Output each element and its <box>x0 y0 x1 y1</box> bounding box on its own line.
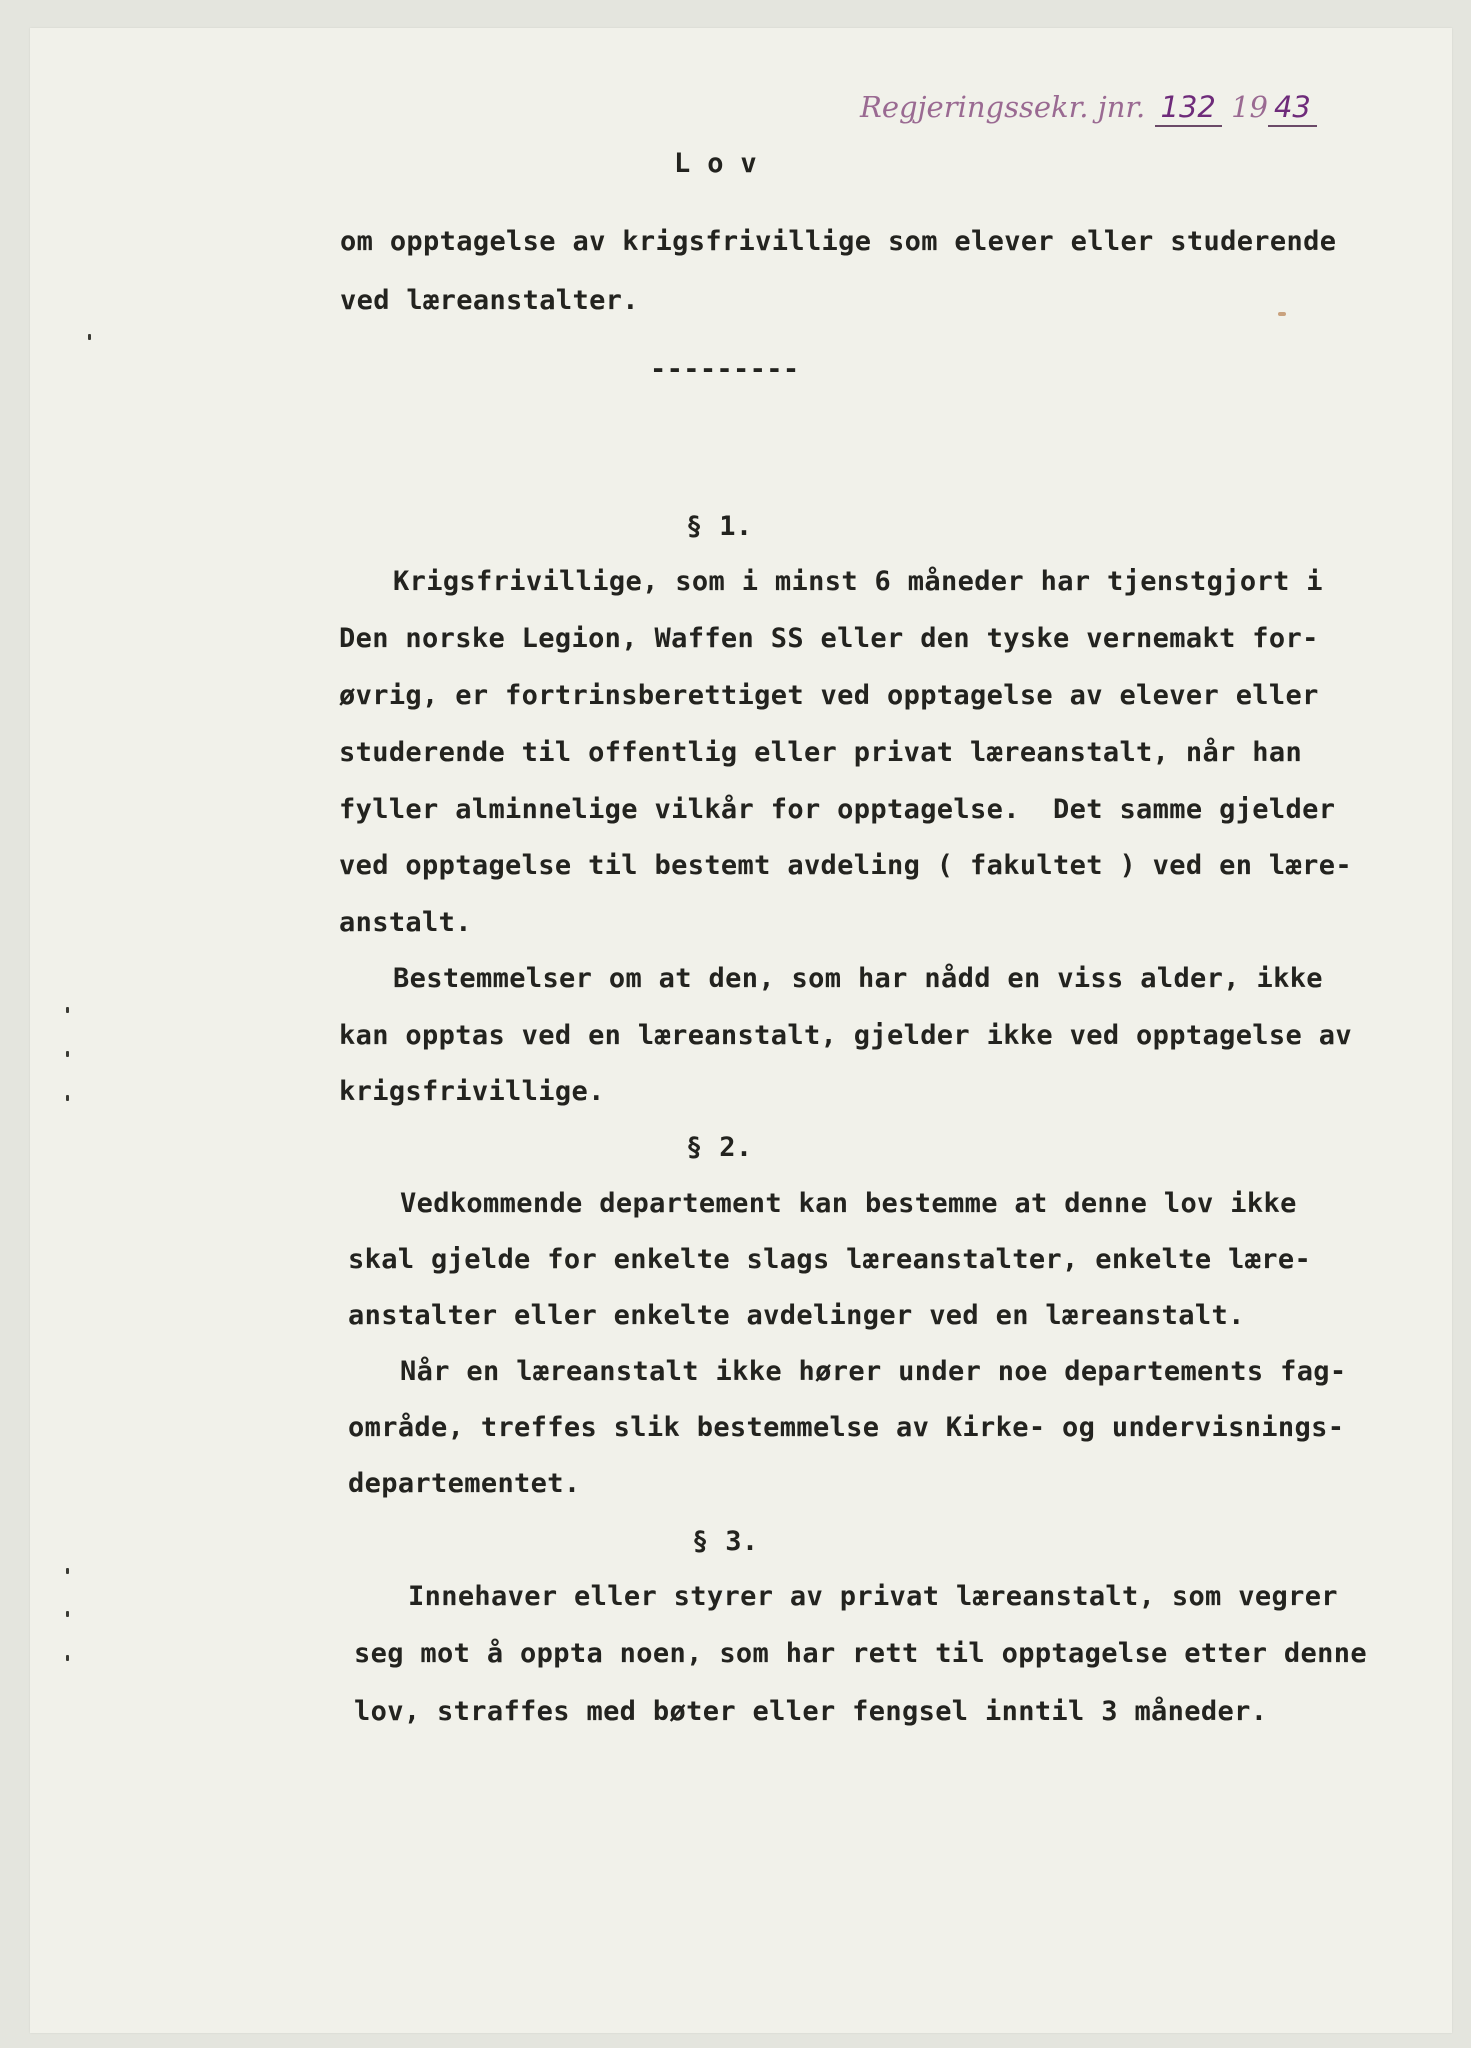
section-1-line: krigsfrivillige. <box>339 1076 605 1107</box>
section-1-line: øvrig, er fortrinsberettiget ved opptagelse av elever eller <box>339 680 1319 711</box>
section-1-line: Krigsfrivillige, som i minst 6 måneder har tjenstgjort i <box>393 566 1323 597</box>
margin-mark <box>66 1655 69 1661</box>
year-prefix: 19 <box>1231 90 1268 124</box>
section-2-heading: § 2. <box>686 1132 753 1163</box>
document-page <box>30 28 1452 2033</box>
section-2-line: skal gjelde for enkelte slags læreanstalter, enkelte lære- <box>348 1244 1312 1275</box>
margin-mark <box>66 1095 69 1101</box>
section-1-heading: § 1. <box>686 511 753 542</box>
section-2-line: departementet. <box>348 1468 581 1499</box>
subtitle-line-1: om opptagelse av krigsfrivillige som elever eller studerende <box>340 226 1337 257</box>
year-suffix: 43 <box>1268 90 1317 124</box>
section-3-heading: § 3. <box>692 1526 759 1557</box>
section-2-line: Vedkommende departement kan bestemme at denne lov ikke <box>400 1188 1297 1219</box>
paper-speck <box>1278 312 1286 316</box>
section-1-line: ved opptagelse til bestemt avdeling ( fakultet ) ved en lære- <box>339 850 1352 881</box>
section-2-line: Når en læreanstalt ikke hører under noe departements fag- <box>400 1356 1347 1387</box>
separator: --------- <box>650 354 800 385</box>
section-3-line: lov, straffes med bøter eller fengsel inntil 3 måneder. <box>354 1696 1268 1727</box>
margin-mark <box>66 1051 69 1057</box>
subtitle-line-2: ved læreanstalter. <box>340 285 639 316</box>
document-title: L o v <box>674 148 758 179</box>
section-3-line: Innehaver eller styrer av privat læreanstalt, som vegrer <box>408 1581 1338 1612</box>
section-1-line: kan opptas ved en læreanstalt, gjelder ikke ved opptagelse av <box>339 1020 1352 1051</box>
section-2-line: område, treffes slik bestemmelse av Kirke- og undervisnings- <box>348 1412 1345 1443</box>
journal-number: 132 <box>1155 90 1222 124</box>
section-1-line: fyller alminnelige vilkår for opptagelse. Det samme gjelder <box>339 794 1336 825</box>
section-2-line: anstalter eller enkelte avdelinger ved en læreanstalt. <box>348 1300 1245 1331</box>
stamp-label: Regjeringssekr. jnr. <box>860 90 1146 124</box>
margin-mark <box>66 1007 69 1013</box>
section-1-line: studerende til offentlig eller privat læreanstalt, når han <box>339 737 1303 768</box>
journal-stamp <box>860 90 1317 124</box>
section-1-line: anstalt. <box>339 907 472 938</box>
section-3-line: seg mot å oppta noen, som har rett til opptagelse etter denne <box>354 1638 1367 1669</box>
margin-mark <box>66 1568 69 1574</box>
section-1-line: Bestemmelser om at den, som har nådd en viss alder, ikke <box>393 963 1323 994</box>
margin-mark <box>66 1611 69 1617</box>
section-1-line: Den norske Legion, Waffen SS eller den tyske vernemakt for- <box>339 623 1319 654</box>
margin-mark <box>88 334 91 340</box>
